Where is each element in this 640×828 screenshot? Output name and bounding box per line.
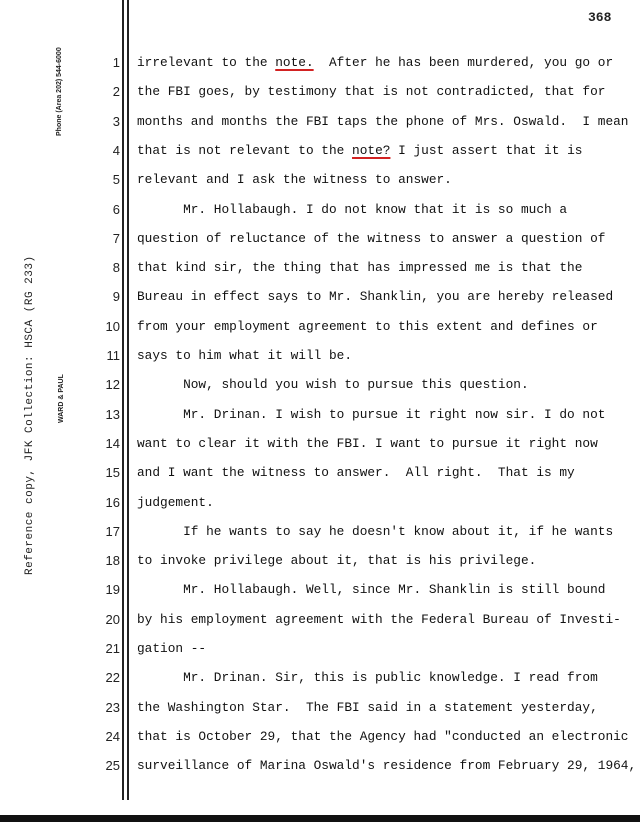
left-margin-rule-inner — [127, 0, 129, 800]
line-number: 8 — [112, 260, 120, 275]
transcript-line — [137, 436, 598, 451]
line-number: 4 — [112, 143, 120, 158]
transcript-line — [137, 260, 582, 275]
line-number: 13 — [105, 407, 120, 422]
line-number: 18 — [105, 553, 120, 568]
transcript-line — [137, 524, 613, 539]
line-segment: irrelevant to the — [137, 55, 276, 70]
line-number: 3 — [112, 114, 120, 129]
line-segment: After he has been murdered, you go or — [313, 55, 614, 70]
left-margin-rule — [122, 0, 124, 800]
transcript-line — [137, 670, 598, 685]
line-segment: Mr. Drinan. I wish to pursue it right now sir. I do not — [137, 407, 606, 422]
line-segment: want to clear it with the FBI. I want to pursue it right now — [137, 436, 598, 451]
line-number: 16 — [105, 495, 120, 510]
transcript-line — [137, 758, 636, 773]
bottom-border — [0, 815, 640, 822]
line-number: 23 — [105, 700, 120, 715]
transcript-line — [137, 172, 452, 187]
line-number: 7 — [112, 231, 120, 246]
transcript-line — [137, 348, 352, 363]
line-segment: months and months the FBI taps the phone of Mrs. Oswald. I mean — [137, 114, 629, 129]
line-number: 2 — [112, 84, 120, 99]
line-segment: the Washington Star. The FBI said in a statement yesterday, — [137, 700, 598, 715]
line-segment: that is not relevant to the — [137, 143, 353, 158]
line-number: 15 — [105, 465, 120, 480]
line-number: 21 — [105, 641, 120, 656]
line-number: 10 — [105, 319, 120, 334]
transcript-line — [137, 641, 206, 656]
line-segment: the FBI goes, by testimony that is not contradicted, that for — [137, 84, 606, 99]
line-segment: says to him what it will be. — [137, 348, 353, 363]
line-segment: relevant and I ask the witness to answer. — [137, 172, 452, 187]
reporter-phone: Phone (Area 202) 544-6000 — [56, 47, 63, 136]
line-number: 17 — [105, 524, 120, 539]
line-segment: Mr. Hollabaugh. Well, since Mr. Shanklin is still bound — [137, 582, 606, 597]
transcript-line — [137, 202, 567, 217]
transcript-line — [137, 553, 536, 568]
line-segment: by his employment agreement with the Federal Bureau of Investi- — [137, 612, 621, 627]
transcript-line — [137, 700, 598, 715]
line-segment: If he wants to say he doesn't know about it, if he wants — [137, 524, 614, 539]
transcript-line — [137, 289, 613, 304]
line-segment: question of reluctance of the witness to answer a question of — [137, 231, 606, 246]
line-number: 9 — [112, 289, 120, 304]
line-number: 5 — [112, 172, 120, 187]
line-segment: and I want the witness to answer. All right. That is my — [137, 465, 575, 480]
line-number: 19 — [105, 582, 120, 597]
transcript-line — [137, 612, 621, 627]
line-number: 14 — [105, 436, 120, 451]
line-segment: Now, should you wish to pursue this question. — [137, 377, 529, 392]
line-number: 22 — [105, 670, 120, 685]
transcript-line — [137, 377, 529, 392]
line-segment: to invoke privilege about it, that is his privilege. — [137, 553, 537, 568]
line-number: 12 — [105, 377, 120, 392]
line-segment: Mr. Hollabaugh. I do not know that it is so much a — [137, 202, 568, 217]
line-segment: Mr. Drinan. Sir, this is public knowledge. I read from — [137, 670, 598, 685]
transcript-line — [137, 465, 575, 480]
transcript-line — [137, 319, 598, 334]
underlined-word: note? — [352, 143, 391, 158]
archive-reference: Reference copy, JFK Collection: HSCA (RG 233) — [24, 255, 36, 575]
line-number: 25 — [105, 758, 120, 773]
reporting-firm: WARD & PAUL — [58, 374, 65, 423]
line-segment: gation -- — [137, 641, 207, 656]
line-segment: that kind sir, the thing that has impressed me is that the — [137, 260, 583, 275]
transcript-line — [137, 231, 605, 246]
transcript-line — [137, 114, 628, 129]
transcript-line — [137, 407, 605, 422]
page-number: 368 — [588, 10, 612, 25]
line-number: 6 — [112, 202, 120, 217]
transcript-line — [137, 55, 613, 70]
transcript-line — [137, 729, 628, 744]
line-number: 20 — [105, 612, 120, 627]
transcript-line — [137, 84, 605, 99]
underlined-word: note. — [275, 55, 314, 70]
line-segment: from your employment agreement to this extent and defines or — [137, 319, 598, 334]
line-segment: I just assert that it is — [390, 143, 583, 158]
line-number: 11 — [106, 348, 120, 363]
line-segment: that is October 29, that the Agency had "conducted an electronic — [137, 729, 629, 744]
line-segment: Bureau in effect says to Mr. Shanklin, you are hereby released — [137, 289, 614, 304]
transcript-line — [137, 582, 605, 597]
line-number: 24 — [105, 729, 120, 744]
line-number: 1 — [112, 55, 120, 70]
line-segment: judgement. — [137, 495, 214, 510]
transcript-line — [137, 143, 582, 158]
transcript-line — [137, 495, 214, 510]
line-segment: surveillance of Marina Oswald's residence from February 29, 1964, — [137, 758, 637, 773]
